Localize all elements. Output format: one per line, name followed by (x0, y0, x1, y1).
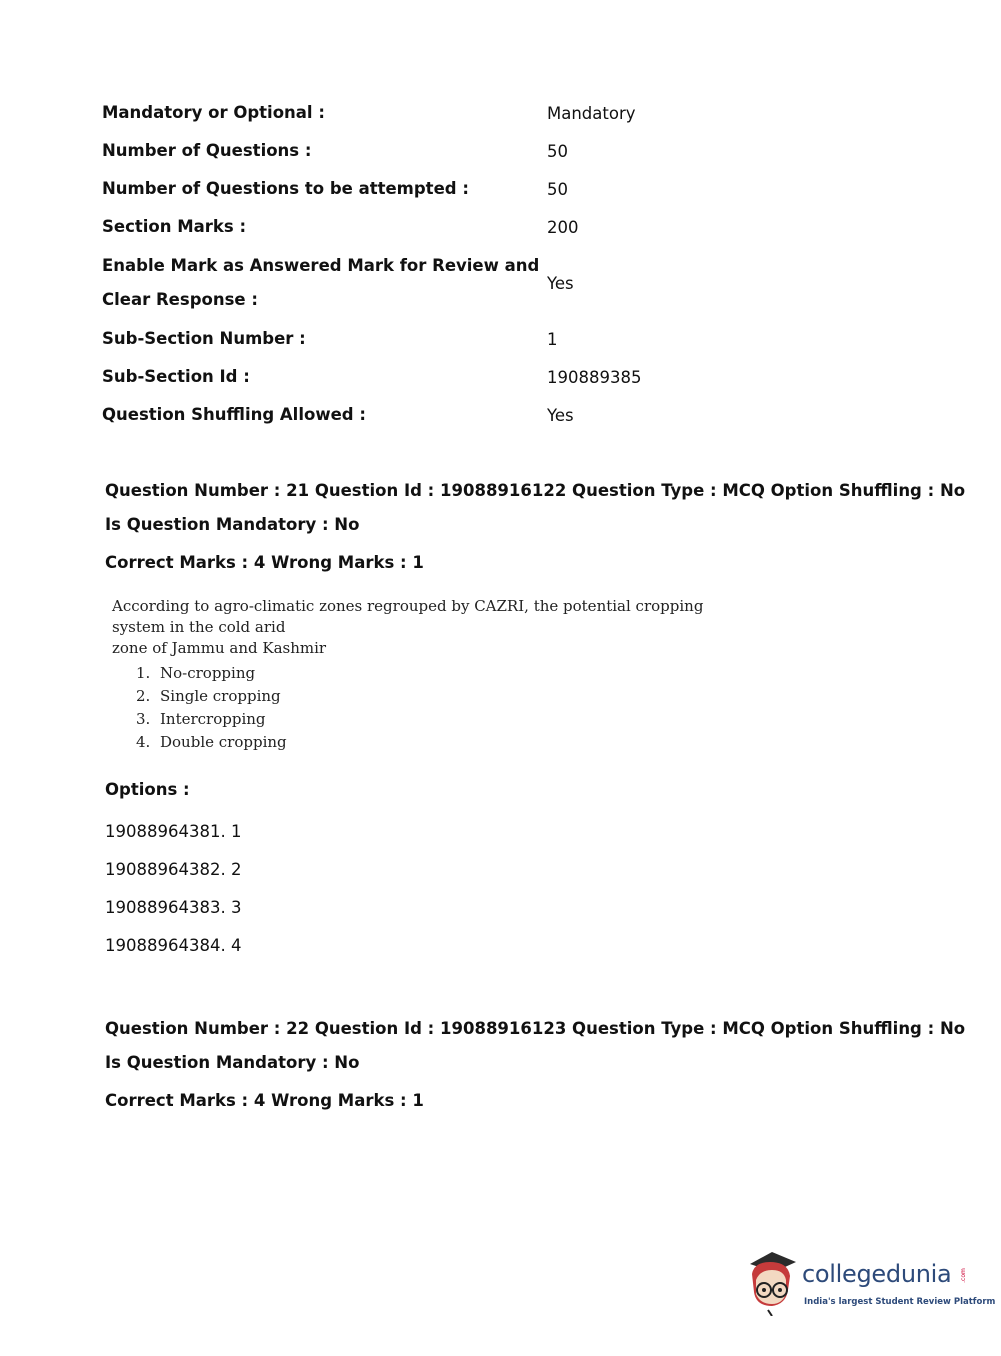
info-row-subsection-number (102, 320, 822, 358)
info-value: 50 (547, 141, 568, 161)
logo-com: .com (959, 1268, 967, 1283)
list-item (136, 708, 287, 731)
question-header: Question Number : 21 Question Id : 19088916122 Question Type : MCQ Option Shuffling : No (105, 481, 966, 500)
info-label: Number of Questions : (102, 141, 312, 160)
list-text: No-cropping (160, 664, 256, 682)
list-text: Single cropping (160, 687, 281, 705)
question-text-line: zone of Jammu and Kashmir (112, 639, 327, 657)
option-item: 19088964381. 1 (105, 822, 242, 841)
info-value: Mandatory (547, 103, 636, 123)
options-label: Options : (105, 780, 190, 799)
option-item: 19088964384. 4 (105, 936, 242, 955)
info-value: 50 (547, 179, 568, 199)
question-21-choices (136, 662, 287, 754)
info-row-mandatory (102, 94, 822, 132)
question-mandatory: Is Question Mandatory : No (105, 515, 360, 534)
list-number: 3. (136, 710, 151, 728)
question-text-line: According to agro-climatic zones regrouped by CAZRI, the potential cropping system in the cold arid (112, 597, 704, 636)
info-row-shuffling (102, 396, 822, 434)
info-value: Yes (547, 405, 574, 425)
list-item (136, 662, 287, 685)
list-item (136, 731, 287, 754)
info-value: 200 (547, 217, 579, 237)
option-item: 19088964383. 3 (105, 898, 242, 917)
info-row-subsection-id (102, 358, 822, 396)
list-item (136, 685, 287, 708)
info-row-enable-mark (102, 246, 822, 320)
list-number: 2. (136, 687, 151, 705)
question-22-header (105, 1012, 965, 1118)
info-value: 190889385 (547, 367, 642, 387)
info-row-section-marks (102, 208, 822, 246)
logo-tagline: India's largest Student Review Platform (804, 1297, 996, 1307)
info-value: 1 (547, 329, 558, 349)
question-marks: Correct Marks : 4 Wrong Marks : 1 (105, 553, 424, 572)
section-info-table (102, 94, 822, 434)
list-number: 1. (136, 664, 151, 682)
info-row-num-attempted (102, 170, 822, 208)
options-list (105, 818, 241, 970)
info-value: Yes (547, 273, 574, 293)
info-row-num-questions (102, 132, 822, 170)
list-number: 4. (136, 733, 151, 751)
question-21-text (112, 596, 752, 659)
mascot-icon (742, 1250, 800, 1316)
info-label: Sub-Section Number : (102, 329, 306, 348)
info-label: Section Marks : (102, 217, 247, 236)
question-mandatory: Is Question Mandatory : No (105, 1053, 360, 1072)
info-label: Sub-Section Id : (102, 367, 250, 386)
info-label (102, 249, 547, 317)
question-header: Question Number : 22 Question Id : 19088916123 Question Type : MCQ Option Shuffling : No (105, 1019, 966, 1038)
question-marks: Correct Marks : 4 Wrong Marks : 1 (105, 1091, 424, 1110)
option-item: 19088964382. 2 (105, 860, 242, 879)
info-label-line1: Enable Mark as Answered Mark for Review and (102, 256, 540, 275)
collegedunia-logo (742, 1250, 996, 1320)
list-text: Intercropping (160, 710, 266, 728)
info-label: Number of Questions to be attempted : (102, 179, 469, 198)
info-label-line2: Clear Response : (102, 290, 258, 309)
info-label: Question Shuffling Allowed : (102, 405, 366, 424)
info-label: Mandatory or Optional : (102, 103, 325, 122)
logo-wordmark: collegedunia (802, 1260, 952, 1288)
list-text: Double cropping (160, 733, 287, 751)
question-21-header (105, 474, 965, 580)
